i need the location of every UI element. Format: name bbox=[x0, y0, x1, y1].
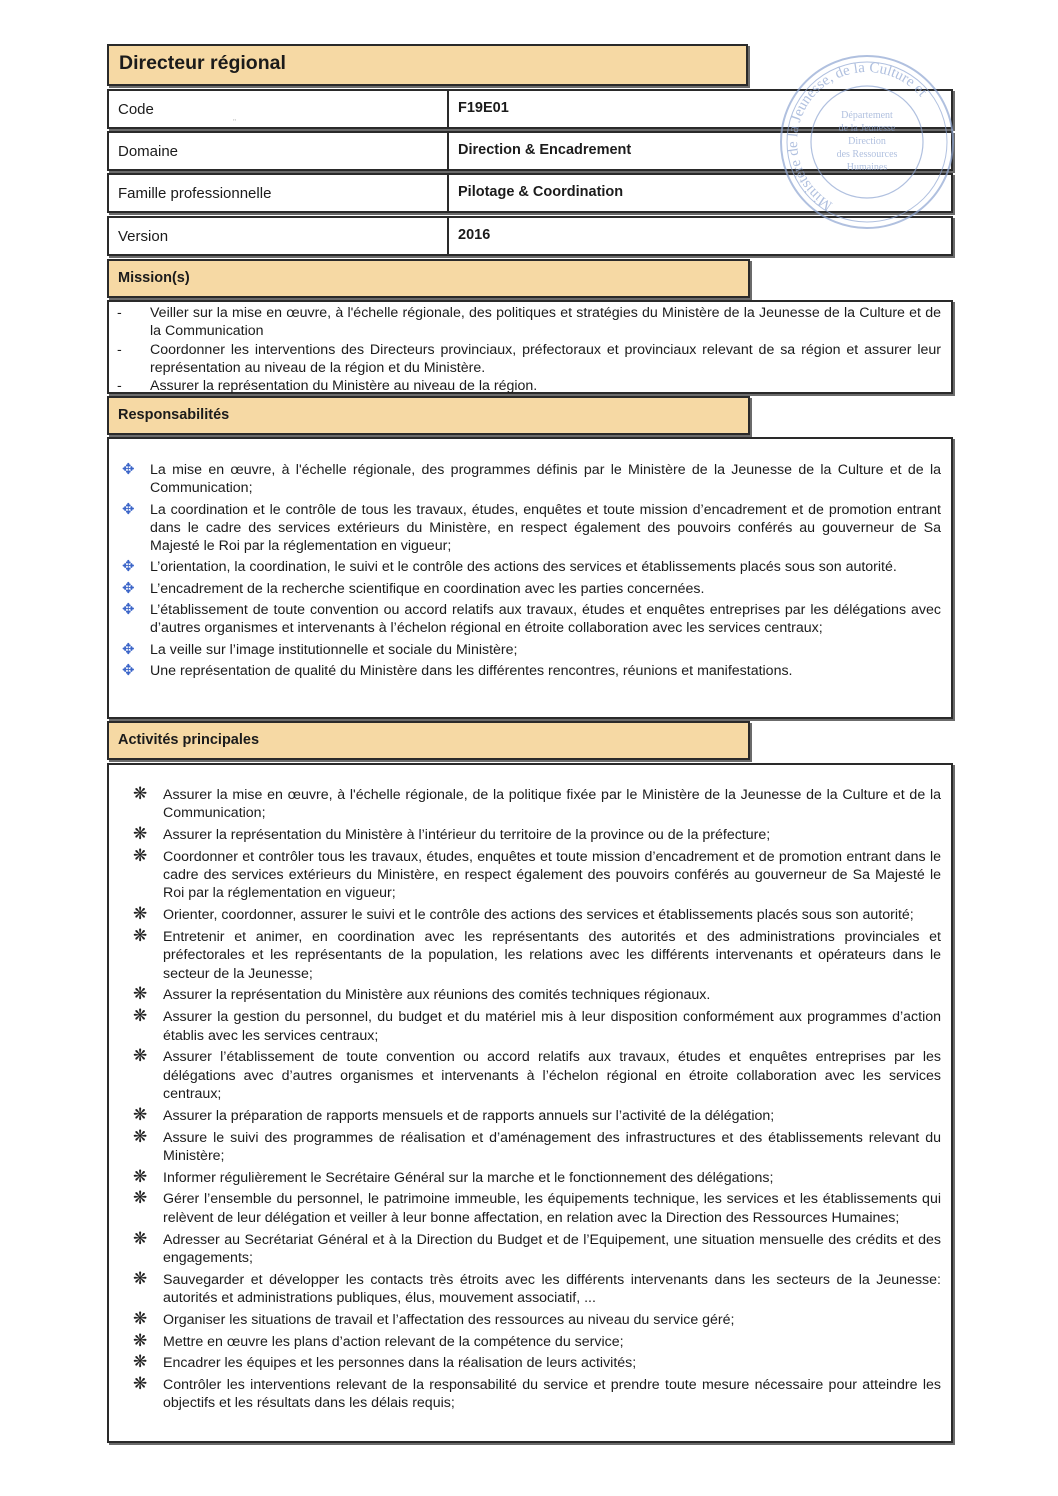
diamond-cross-bullet-icon: ✥ bbox=[122, 500, 135, 518]
mission-item bbox=[109, 304, 951, 341]
responsabilite-item bbox=[109, 641, 951, 659]
activites-heading-bar bbox=[107, 721, 750, 760]
activite-item-text: Mettre en œuvre les plans d’action relevant de la compétence du service; bbox=[163, 1333, 624, 1350]
star-bullet-icon: ❋ bbox=[133, 904, 148, 924]
activite-item bbox=[109, 1008, 951, 1045]
mission-list bbox=[109, 304, 951, 395]
activite-item bbox=[109, 986, 951, 1004]
star-bullet-icon: ❋ bbox=[133, 784, 148, 803]
field-value: F19E01 bbox=[458, 100, 509, 116]
star-bullet-icon: ❋ bbox=[133, 845, 148, 865]
activite-item-text: Assurer la préparation de rapports mensuels et de rapports annuels sur l’activité de la délégation; bbox=[163, 1107, 775, 1124]
field-label: Code bbox=[118, 101, 154, 118]
activite-item-text: Assurer la mise en œuvre, à l'échelle régionale, de la politique fixée par le Ministère de la Jeunesse de la Culture et de la Communication; bbox=[163, 787, 941, 822]
activite-item-text: Encadrer les équipes et les personnes dans la réalisation de leurs activités; bbox=[163, 1355, 637, 1372]
activite-item bbox=[109, 1376, 951, 1413]
star-bullet-icon: ❋ bbox=[133, 1268, 148, 1288]
responsabilites-heading-bar bbox=[107, 396, 750, 435]
activites-heading: Activités principales bbox=[118, 732, 260, 748]
activite-item-text: Informer régulièrement le Secrétaire Général sur la marche et le fonctionnement des délégations; bbox=[163, 1169, 774, 1186]
responsabilite-item bbox=[109, 580, 951, 598]
star-bullet-icon: ❋ bbox=[133, 824, 148, 844]
responsabilites-box bbox=[107, 437, 953, 719]
star-bullet-icon: ❋ bbox=[133, 1308, 148, 1328]
activite-item bbox=[109, 1228, 951, 1268]
activite-item bbox=[109, 1190, 951, 1227]
star-bullet-icon: ❋ bbox=[133, 1188, 148, 1208]
responsabilite-item-text: La mise en œuvre, à l'échelle régionale, des programmes définis par le Ministère de la Jeunesse de la Culture et de la Communication; bbox=[150, 462, 941, 497]
responsabilite-item bbox=[109, 558, 951, 576]
cell-divider bbox=[447, 91, 449, 127]
responsabilite-item bbox=[109, 501, 951, 556]
activite-item bbox=[109, 1166, 951, 1187]
stamp-inner-line: Humaines bbox=[846, 162, 888, 173]
activite-item bbox=[109, 1048, 951, 1103]
activite-item bbox=[109, 1126, 951, 1166]
activite-item-text: Sauvegarder et développer les contacts très étroits avec les différents intervenants dans les secteurs de la Jeunesse: autorités et administrations publiques, élus, mouvement associatif, ... bbox=[163, 1271, 941, 1306]
star-bullet-icon: ❋ bbox=[133, 1330, 148, 1350]
stamp-inner-line: Direction bbox=[848, 136, 886, 147]
official-stamp-icon bbox=[776, 52, 958, 236]
activite-item bbox=[109, 1308, 951, 1329]
diamond-cross-bullet-icon: ✥ bbox=[122, 579, 135, 597]
field-label: Domaine bbox=[118, 143, 179, 160]
star-bullet-icon: ❋ bbox=[133, 1374, 148, 1394]
responsabilite-item-text: La coordination et le contrôle de tous les travaux, études, enquêtes et toute mission d’encadrement et de promotion entrant dans le cadre des services extérieurs du Ministère, en respect également des pouvoirs conférés au gouverneur de Sa Majesté le Roi par la réglementation en vigueur; bbox=[150, 501, 941, 555]
stamp-inner-line: des Ressources bbox=[836, 149, 898, 160]
activite-item-text: Entretenir et animer, en coordination avec les représentants des autorités et des administrations provinciales et préfectorales et les représentants de la population, les relations avec les différents intervenants et opérateurs dans le secteur de la Jeunesse; bbox=[163, 929, 941, 982]
activite-item-text: Coordonner et contrôler tous les travaux, études, enquêtes et toute mission d’encadrement et de promotion entrant dans le cadre des services extérieurs du Ministère, en respect également des pouvoirs conférés au gouverneur de Sa Majesté le Roi par la réglementation en vigueur; bbox=[163, 848, 941, 902]
scan-speck: '' bbox=[233, 118, 237, 127]
activite-item bbox=[109, 1354, 951, 1372]
activite-item bbox=[109, 1330, 951, 1351]
mission-item-text: Coordonner les interventions des Directeurs provinciaux, préfectoraux et provinciaux relevant de sa région et assurer leur représentation au niveau de la région et du Ministère. bbox=[150, 341, 941, 376]
activite-item bbox=[109, 928, 951, 983]
star-bullet-icon: ❋ bbox=[133, 1126, 148, 1146]
responsabilite-item-text: La veille sur l’image institutionnelle et sociale du Ministère; bbox=[150, 641, 518, 658]
mission-box bbox=[107, 300, 953, 394]
star-bullet-icon: ❋ bbox=[133, 984, 148, 1004]
dash-bullet-icon: - bbox=[117, 378, 122, 395]
star-bullet-icon: ❋ bbox=[133, 1228, 148, 1248]
mission-item bbox=[109, 377, 951, 395]
responsabilite-item-text: Une représentation de qualité du Ministère dans les différentes rencontres, réunions et manifestations. bbox=[150, 662, 793, 679]
activite-item bbox=[109, 786, 951, 823]
activite-item-text: Assurer l’établissement de toute convention ou accord relatifs aux travaux, études et enquêtes entreprises par les délégations avec d’autres organismes et intervenants à l’échelon régional en étroite collaboration avec les services centraux; bbox=[163, 1049, 941, 1102]
field-value: 2016 bbox=[458, 227, 491, 243]
mission-heading: Mission(s) bbox=[118, 270, 190, 286]
mission-item bbox=[109, 341, 951, 378]
activites-list bbox=[109, 786, 951, 1413]
activite-item-text: Assure le suivi des programmes de réalisation et d’aménagement des infrastructures et des établissements relevant du Ministère; bbox=[163, 1129, 941, 1164]
activite-item-text: Contrôler les interventions relevant de la responsabilité du service et prendre toute mesure nécessaire pour atteindre les objectifs et les résultats dans les délais requis; bbox=[163, 1377, 941, 1412]
activite-item-text: Gérer l’ensemble du personnel, le patrimoine immeuble, les équipements technique, les services et les établissements qui relèvent de leur délégation et veiller à leur bonne affectation, en relation avec la Direction des Ressources Humaines; bbox=[163, 1191, 941, 1226]
diamond-cross-bullet-icon: ✥ bbox=[122, 558, 135, 576]
activite-item bbox=[109, 906, 951, 924]
cell-divider bbox=[447, 175, 449, 211]
activite-item-text: Assurer la représentation du Ministère à l’intérieur du territoire de la province ou de la préfecture; bbox=[163, 827, 771, 844]
star-bullet-icon: ❋ bbox=[133, 1352, 148, 1372]
field-value: Pilotage & Coordination bbox=[458, 184, 624, 200]
responsabilite-item bbox=[109, 601, 951, 638]
stamp-inner-line: Département bbox=[841, 110, 893, 121]
activite-item-text: Organiser les situations de travail et l’affectation des ressources au niveau du service géré; bbox=[163, 1311, 735, 1328]
mission-item-text: Assurer la représentation du Ministère au niveau de la région. bbox=[150, 378, 538, 395]
stamp-ring-text: Ministère de la Jeunesse, de la Culture et bbox=[784, 59, 931, 214]
responsabilite-item-text: L’encadrement de la recherche scientifique en coordination avec les parties concernées. bbox=[150, 580, 705, 597]
star-bullet-icon: ❋ bbox=[133, 1006, 148, 1026]
activite-item-text: Adresser au Secrétariat Général et à la Direction du Budget et de l’Equipement, une situation mensuelle des crédits et des engagements; bbox=[163, 1231, 941, 1266]
document-title-bar bbox=[107, 44, 748, 86]
activite-item bbox=[109, 1268, 951, 1308]
activite-item bbox=[109, 1104, 951, 1125]
responsabilite-item bbox=[109, 662, 951, 680]
mission-item-text: Veiller sur la mise en œuvre, à l'échelle régionale, des politiques et stratégies du Ministère de la Jeunesse de la Culture et de la Communication bbox=[150, 305, 941, 340]
cell-divider bbox=[447, 218, 449, 254]
star-bullet-icon: ❋ bbox=[133, 1104, 148, 1124]
responsabilite-item-text: L’orientation, la coordination, le suivi et le contrôle des actions des services et établissements placés sous son autorité. bbox=[150, 559, 897, 576]
mission-heading-bar bbox=[107, 259, 750, 298]
dash-bullet-icon: - bbox=[117, 305, 122, 321]
field-label: Version bbox=[118, 228, 169, 245]
field-label: Famille professionnelle bbox=[118, 185, 272, 202]
activite-item bbox=[109, 826, 951, 844]
responsabilite-item-text: L’établissement de toute convention ou accord relatifs aux travaux, études et enquêtes entreprises par les délégations avec d’autres organismes et intervenants à l’échelon régional en étroite collaboration avec les services centraux; bbox=[150, 602, 941, 637]
diamond-cross-bullet-icon: ✥ bbox=[122, 601, 135, 619]
activite-item-text: Assurer la gestion du personnel, du budget et du matériel mis à leur disposition conformément aux programmes d’action établis avec les services centraux; bbox=[163, 1009, 941, 1044]
star-bullet-icon: ❋ bbox=[133, 1046, 148, 1066]
responsabilites-list bbox=[109, 461, 951, 680]
responsabilite-item bbox=[109, 461, 951, 498]
diamond-cross-bullet-icon: ✥ bbox=[122, 461, 135, 478]
activite-item-text: Assurer la représentation du Ministère aux réunions des comités techniques régionaux. bbox=[163, 987, 711, 1004]
document-title: Directeur régional bbox=[119, 52, 286, 74]
cell-divider bbox=[447, 133, 449, 169]
responsabilites-heading: Responsabilités bbox=[118, 407, 230, 423]
activite-item bbox=[109, 845, 951, 903]
field-value: Direction & Encadrement bbox=[458, 142, 632, 158]
star-bullet-icon: ❋ bbox=[133, 1166, 148, 1186]
activites-box bbox=[107, 763, 953, 1443]
star-bullet-icon: ❋ bbox=[133, 926, 148, 946]
diamond-cross-bullet-icon: ✥ bbox=[122, 661, 135, 679]
dash-bullet-icon: - bbox=[117, 341, 122, 358]
stamp-inner-line: de la Jeunesse bbox=[838, 123, 896, 134]
diamond-cross-bullet-icon: ✥ bbox=[122, 640, 135, 658]
activite-item-text: Orienter, coordonner, assurer le suivi et le contrôle des actions des services et établissements placés sous son autorité; bbox=[163, 907, 914, 924]
